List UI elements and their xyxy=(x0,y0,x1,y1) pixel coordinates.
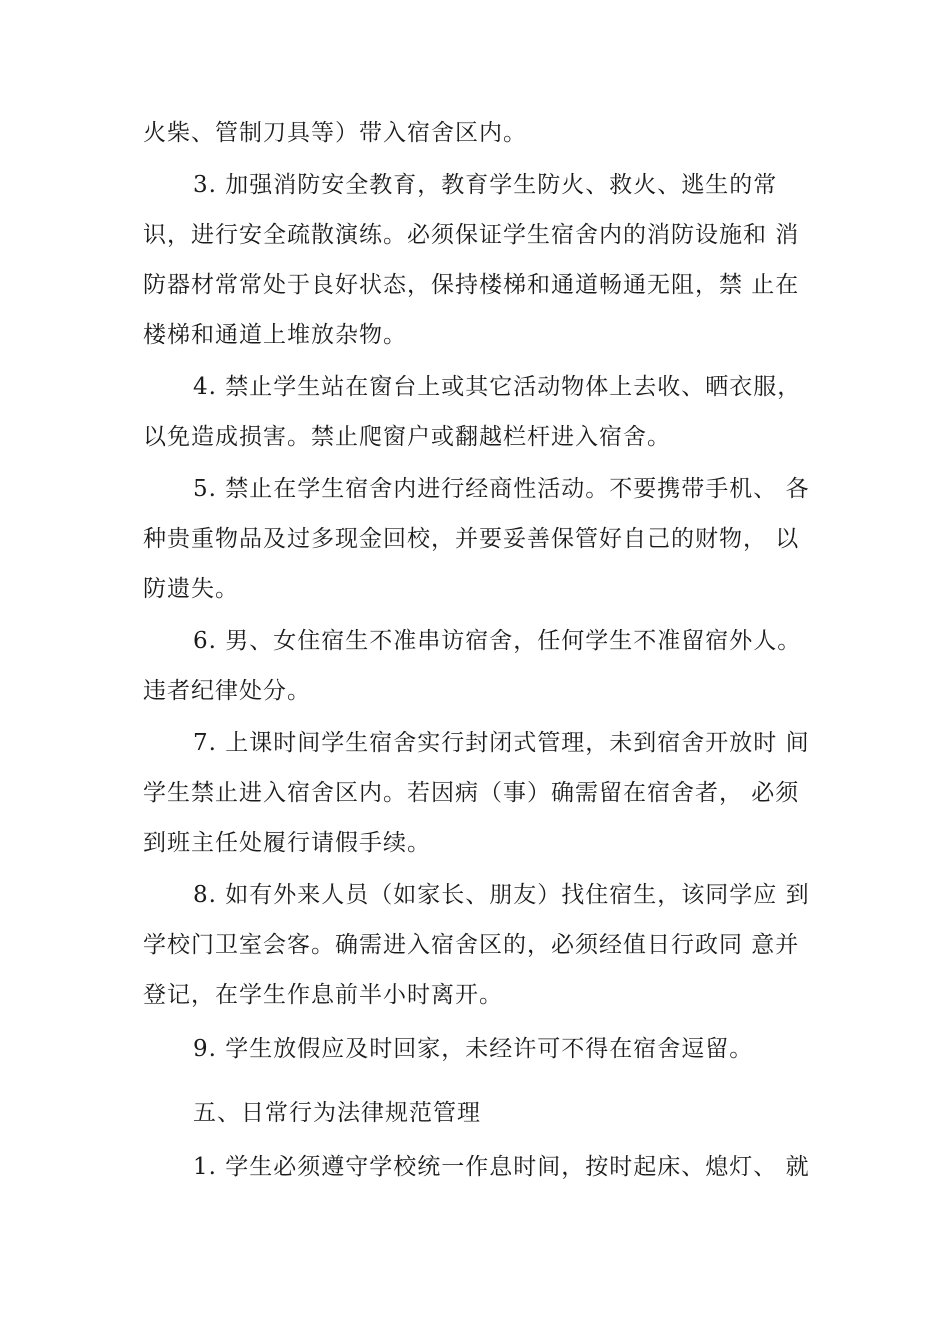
list-item-3: 3. 加强消防安全教育，教育学生防火、救火、逃生的常 xyxy=(193,172,778,198)
list-item-5: 5. 禁止在学生宿舍内进行经商性活动。不要携带手机、 各 xyxy=(193,476,810,502)
text-line: 学生禁止进入宿舍区内。若因病（事）确需留在宿舍者， 必须 xyxy=(143,780,800,806)
list-item-8: 8. 如有外来人员（如家长、朋友）找住宿生，该同学应 到 xyxy=(193,882,810,908)
text-line: 识，进行安全疏散演练。必须保证学生宿舍内的消防设施和 消 xyxy=(143,222,800,248)
text-line: 到班主任处履行请假手续。 xyxy=(143,830,431,856)
text-line: 防遗失。 xyxy=(143,576,239,602)
text-line: 火柴、管制刀具等）带入宿舍区内。 xyxy=(143,120,527,146)
text-line: 登记，在学生作息前半小时离开。 xyxy=(143,982,503,1008)
list-item-1: 1. 学生必须遵守学校统一作息时间，按时起床、熄灯、 就 xyxy=(193,1154,810,1180)
list-item-9: 9. 学生放假应及时回家，未经许可不得在宿舍逗留。 xyxy=(193,1036,754,1062)
list-item-7: 7. 上课时间学生宿舍实行封闭式管理，未到宿舍开放时 间 xyxy=(193,730,810,756)
text-line: 防器材常常处于良好状态，保持楼梯和通道畅通无阻，禁 止在 xyxy=(143,272,800,298)
text-line: 楼梯和通道上堆放杂物。 xyxy=(143,322,407,348)
text-line: 以免造成损害。禁止爬窗户或翻越栏杆进入宿舍。 xyxy=(143,424,671,450)
list-item-6: 6. 男、女住宿生不准串访宿舍，任何学生不准留宿外人。 xyxy=(193,628,802,654)
list-item-4: 4. 禁止学生站在窗台上或其它活动物体上去收、晒衣服， xyxy=(193,374,802,400)
section-heading: 五、日常行为法律规范管理 xyxy=(193,1100,481,1126)
text-line: 种贵重物品及过多现金回校，并要妥善保管好自己的财物， 以 xyxy=(143,526,800,552)
text-line: 违者纪律处分。 xyxy=(143,678,311,704)
text-line: 学校门卫室会客。确需进入宿舍区的，必须经值日行政同 意并 xyxy=(143,932,800,958)
